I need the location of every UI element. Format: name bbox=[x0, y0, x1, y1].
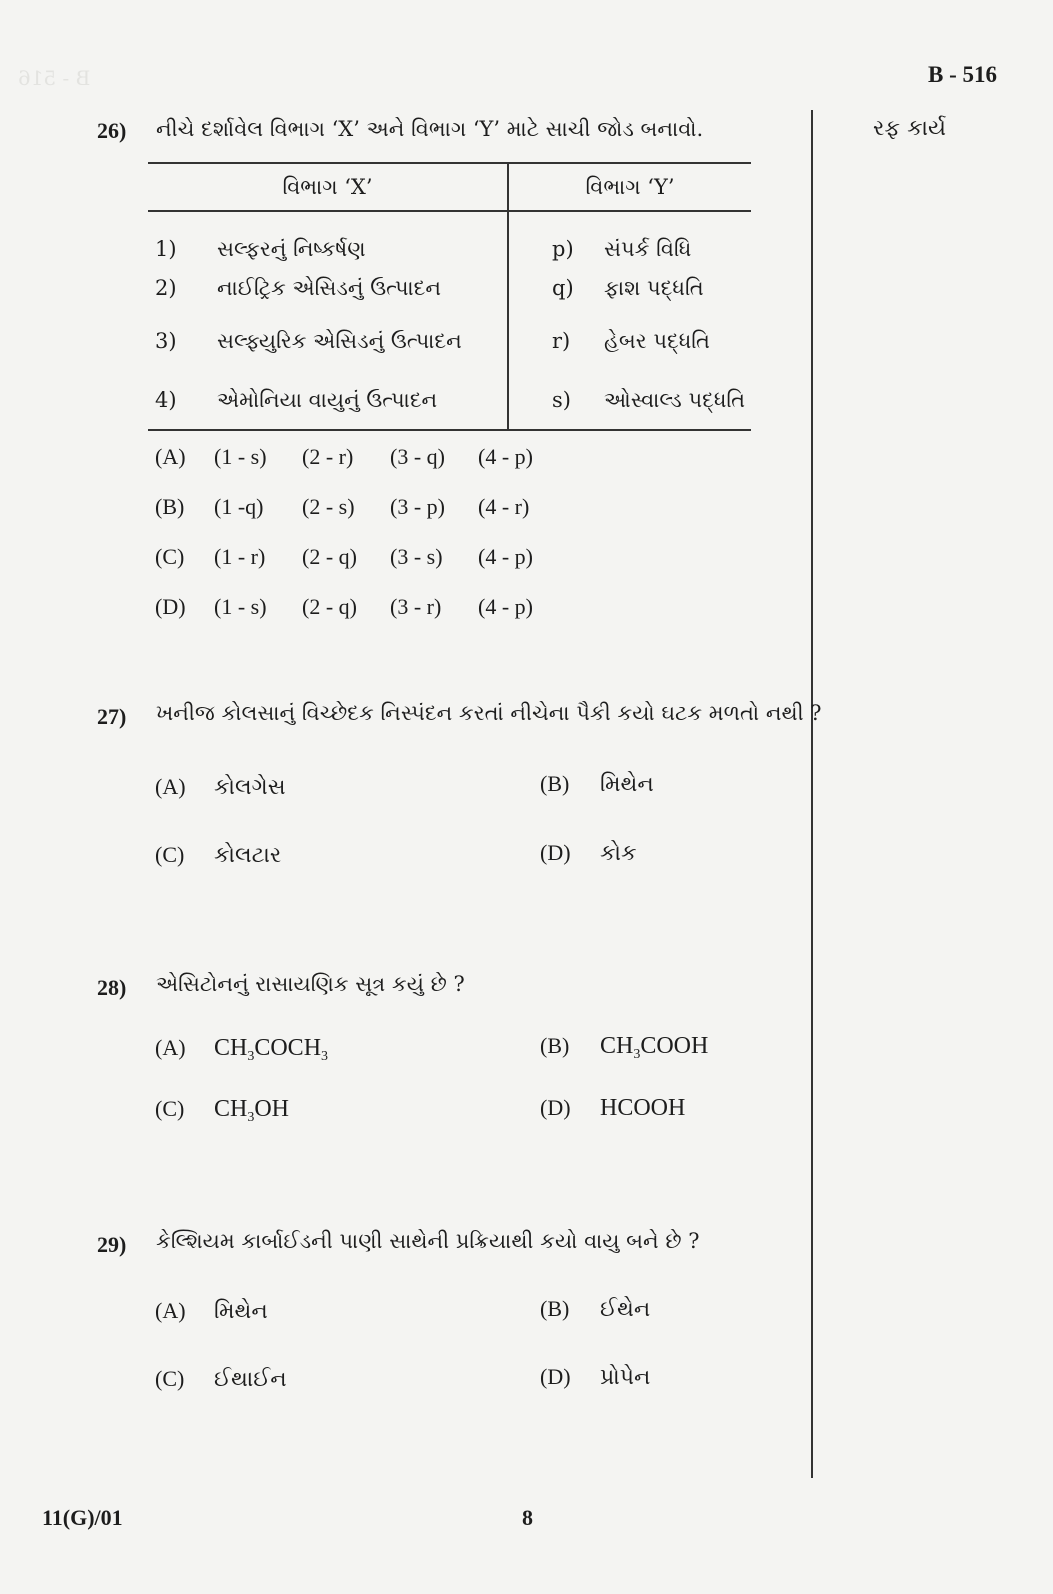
q29-option-c[interactable]: (C) ઈથાઈન bbox=[155, 1366, 287, 1392]
q29-option-a[interactable]: (A) મિથેન bbox=[155, 1298, 268, 1324]
x-item-number: 1) bbox=[155, 236, 177, 261]
question-27-number: 27) bbox=[97, 704, 127, 729]
x-item-number: 3) bbox=[155, 328, 177, 353]
question-28-number: 28) bbox=[97, 975, 127, 1000]
x-item: નાઈટ્રિક એસિડનું ઉત્પાદન bbox=[217, 276, 442, 300]
q26-option-b[interactable]: (B) (1 -q) (2 - s) (3 - p) (4 - r) bbox=[155, 494, 530, 519]
question-26-text: નીચે દર્શાવેલ વિભાગ ‘X’ અને વિભાગ ‘Y’ માટે સાચી જોડ બનાવો. bbox=[156, 117, 704, 141]
question-26-number: 26) bbox=[97, 118, 127, 143]
y-item-letter: p) bbox=[552, 236, 574, 261]
page-number: 8 bbox=[522, 1505, 533, 1530]
x-item-number: 2) bbox=[155, 276, 177, 300]
q28-option-a[interactable]: (A) $CH_3COCH_3$ bbox=[155, 1035, 329, 1064]
column-y-header: વિભાગ ‘Y’ bbox=[508, 163, 751, 211]
q26-option-a[interactable]: (A) (1 - s) (2 - r) (3 - q) (4 - p) bbox=[155, 444, 533, 469]
rough-work-divider bbox=[811, 110, 813, 1478]
q27-option-a[interactable]: (A) કોલગેસ bbox=[155, 774, 286, 800]
q27-option-c[interactable]: (C) કોલટાર bbox=[155, 842, 282, 868]
q26-option-c[interactable]: (C) (1 - r) (2 - q) (3 - s) (4 - p) bbox=[155, 544, 533, 569]
q28-option-d[interactable]: (D) HCOOH bbox=[540, 1095, 686, 1121]
match-row-3 bbox=[148, 311, 751, 371]
q27-option-d[interactable]: (D) કોક bbox=[540, 840, 637, 866]
question-28-text: એસિટોનનું રાસાયણિક સૂત્ર કયું છે ? bbox=[156, 972, 465, 996]
x-item: સલ્ફ્યુરિક એસિડનું ઉત્પાદન bbox=[217, 328, 462, 353]
bleed-through-text: B - 516 bbox=[18, 66, 91, 90]
y-item-letter: s) bbox=[552, 387, 571, 412]
match-table bbox=[148, 162, 751, 431]
match-row-1 bbox=[148, 211, 751, 275]
y-item: સંપર્ક વિધિ bbox=[604, 236, 692, 261]
y-item-letter: r) bbox=[552, 328, 571, 353]
x-item-number: 4) bbox=[155, 387, 177, 412]
footer-code: 11(G)/01 bbox=[42, 1505, 123, 1530]
y-item: ઓસ્વાલ્ડ પદ્ધતિ bbox=[604, 387, 746, 412]
x-item: એમોનિયા વાયુનું ઉત્પાદન bbox=[217, 387, 438, 412]
paper-code: B - 516 bbox=[928, 62, 997, 87]
match-row-2 bbox=[148, 275, 751, 311]
question-29-text: કેલ્શિયમ કાર્બાઈડની પાણી સાથેની પ્રક્રિયાથી કયો વાયુ બને છે ? bbox=[156, 1229, 700, 1253]
y-item: ફાશ પદ્ધતિ bbox=[604, 276, 704, 300]
q28-option-b[interactable]: (B) $CH_3COOH$ bbox=[540, 1033, 709, 1062]
y-item: હેબર પદ્ધતિ bbox=[604, 328, 710, 353]
y-item-letter: q) bbox=[552, 276, 574, 300]
q28-option-c[interactable]: (C) $CH_3OH$ bbox=[155, 1096, 290, 1125]
question-29-number: 29) bbox=[97, 1232, 127, 1257]
column-x-header: વિભાગ ‘X’ bbox=[148, 163, 508, 211]
match-row-4 bbox=[148, 371, 751, 430]
question-27-text: ખનીજ કોલસાનું વિચ્છેદક નિસ્પંદન કરતાં નીચેના પૈકી કયો ઘટક મળતો નથી ? bbox=[156, 701, 822, 725]
q26-option-d[interactable]: (D) (1 - s) (2 - q) (3 - r) (4 - p) bbox=[155, 594, 533, 619]
rough-work-label: રફ કાર્ય bbox=[873, 116, 947, 141]
x-item: સલ્ફરનું નિષ્કર્ષણ bbox=[217, 236, 366, 261]
q29-option-b[interactable]: (B) ઈથેન bbox=[540, 1296, 651, 1322]
q29-option-d[interactable]: (D) પ્રોપેન bbox=[540, 1364, 651, 1390]
q27-option-b[interactable]: (B) મિથેન bbox=[540, 771, 654, 797]
